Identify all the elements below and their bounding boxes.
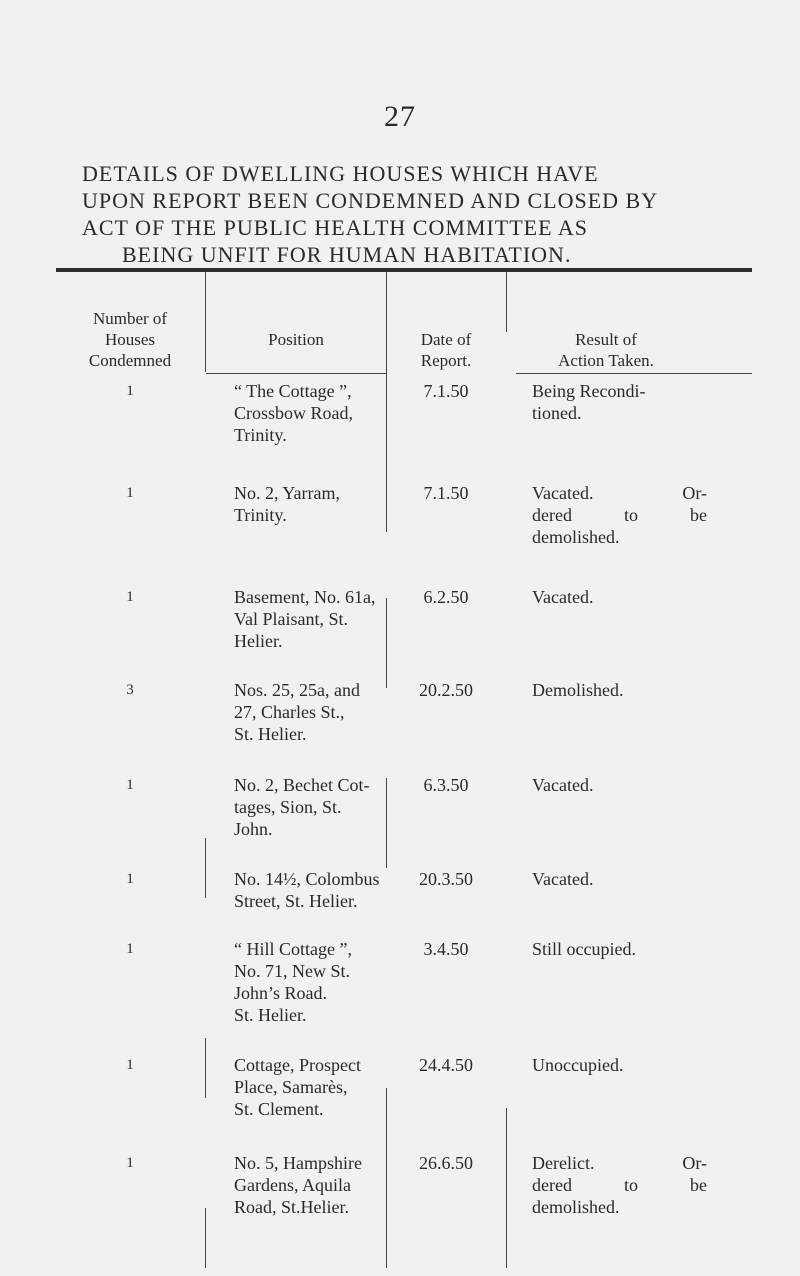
- header-result-line: Action Taken.: [558, 351, 654, 370]
- report-date: 7.1.50: [423, 381, 469, 401]
- header-houses-line: Condemned: [88, 351, 172, 370]
- result-cell: [532, 586, 707, 608]
- position-cell: [234, 1152, 404, 1218]
- page-heading: [82, 160, 732, 268]
- report-date: 20.2.50: [419, 680, 473, 700]
- position-line: No. 5, Hampshire: [234, 1153, 362, 1173]
- position-line: St. Helier.: [234, 724, 307, 744]
- position-line: St. Helier.: [234, 1005, 307, 1025]
- header-rule: [206, 373, 386, 374]
- position-line: Gardens, Aquila: [234, 1175, 351, 1195]
- result-cell: [532, 774, 707, 796]
- position-line: St. Clement.: [234, 1099, 324, 1119]
- position-line: No. 2, Bechet Cot-: [234, 775, 370, 795]
- position-cell: [234, 1054, 404, 1120]
- position-line: No. 2, Yarram,: [234, 483, 340, 503]
- result-line: Demolished.: [532, 680, 624, 700]
- houses-count: 1: [126, 777, 134, 793]
- column-divider: [205, 1038, 206, 1098]
- result-cell: [532, 938, 707, 960]
- houses-count: 1: [126, 1057, 134, 1073]
- result-cell: [532, 868, 707, 890]
- report-date: 6.3.50: [423, 775, 469, 795]
- position-line: Nos. 25, 25a, and: [234, 680, 360, 700]
- position-cell: [234, 938, 404, 1026]
- header-date: [386, 329, 506, 371]
- condemned-houses-table: [56, 268, 752, 1268]
- position-line: Val Plaisant, St.: [234, 609, 349, 629]
- result-line: dered to be: [532, 505, 707, 525]
- houses-count: 3: [126, 682, 134, 698]
- houses-count: 1: [126, 485, 134, 501]
- result-line: Derelict. Or-: [532, 1153, 707, 1173]
- position-line: Trinity.: [234, 425, 287, 445]
- position-line: John.: [234, 819, 273, 839]
- position-line: Road, St.Helier.: [234, 1197, 349, 1217]
- result-line: Vacated.: [532, 869, 594, 889]
- position-line: John’s Road.: [234, 983, 328, 1003]
- header-rule: [516, 373, 752, 374]
- position-line: No. 71, New St.: [234, 961, 350, 981]
- table-top-rule: [56, 268, 752, 272]
- position-line: Helier.: [234, 631, 283, 651]
- position-cell: [234, 586, 404, 652]
- houses-count: 1: [126, 1155, 134, 1171]
- result-cell: [532, 1152, 707, 1218]
- report-date: 24.4.50: [419, 1055, 473, 1075]
- column-divider: [506, 1108, 507, 1268]
- result-cell: [532, 1054, 707, 1076]
- header-position: [206, 329, 386, 350]
- header-result-line: Result of: [575, 330, 637, 349]
- column-divider: [205, 838, 206, 898]
- position-cell: [234, 380, 404, 446]
- result-line: demolished.: [532, 1197, 620, 1217]
- report-date: 26.6.50: [419, 1153, 473, 1173]
- houses-count: 1: [126, 589, 134, 605]
- position-line: Basement, No. 61a,: [234, 587, 376, 607]
- position-line: No. 14½, Colombus: [234, 869, 380, 889]
- position-cell: [234, 679, 404, 745]
- header-date-line: Date of: [420, 330, 472, 349]
- report-date: 3.4.50: [423, 939, 469, 959]
- position-line: Place, Samarès,: [234, 1077, 348, 1097]
- heading-line: BEING UNFIT FOR HUMAN HABITATION.: [122, 242, 572, 267]
- houses-count: 1: [126, 871, 134, 887]
- position-line: “ The Cottage ”,: [234, 381, 352, 401]
- result-cell: [532, 380, 707, 424]
- result-line: dered to be: [532, 1175, 707, 1195]
- page-number: 27: [384, 100, 416, 133]
- header-position-line: Position: [268, 330, 324, 349]
- column-divider: [205, 272, 206, 372]
- position-line: 27, Charles St.,: [234, 702, 345, 722]
- result-line: tioned.: [532, 403, 582, 423]
- result-line: Being Recondi-: [532, 381, 646, 401]
- result-line: Vacated. Or-: [532, 483, 707, 503]
- report-date: 20.3.50: [419, 869, 473, 889]
- header-houses: [56, 308, 204, 371]
- header-houses-line: Houses: [104, 330, 156, 349]
- heading-line: DETAILS OF DWELLING HOUSES WHICH HAVE: [82, 161, 599, 186]
- header-houses-line: Number of: [92, 309, 168, 328]
- result-line: Vacated.: [532, 775, 594, 795]
- position-line: tages, Sion, St.: [234, 797, 342, 817]
- position-line: “ Hill Cottage ”,: [234, 939, 352, 959]
- result-line: Vacated.: [532, 587, 594, 607]
- result-cell: [532, 482, 707, 548]
- position-cell: [234, 482, 404, 526]
- heading-line: ACT OF THE PUBLIC HEALTH COMMITTEE AS: [82, 215, 588, 240]
- result-line: Still occupied.: [532, 939, 636, 959]
- heading-line: UPON REPORT BEEN CONDEMNED AND CLOSED BY: [82, 188, 659, 213]
- header-result: [506, 329, 706, 371]
- position-cell: [234, 774, 404, 840]
- column-divider: [506, 272, 507, 332]
- header-date-line: Report.: [420, 351, 472, 370]
- column-divider: [205, 1208, 206, 1268]
- report-date: 7.1.50: [423, 483, 469, 503]
- result-line: Unoccupied.: [532, 1055, 624, 1075]
- position-cell: [234, 868, 404, 912]
- position-line: Trinity.: [234, 505, 287, 525]
- houses-count: 1: [126, 383, 134, 399]
- position-line: Street, St. Helier.: [234, 891, 358, 911]
- result-cell: [532, 679, 707, 701]
- position-line: Cottage, Prospect: [234, 1055, 361, 1075]
- result-line: demolished.: [532, 527, 620, 547]
- report-date: 6.2.50: [423, 587, 469, 607]
- houses-count: 1: [126, 941, 134, 957]
- position-line: Crossbow Road,: [234, 403, 354, 423]
